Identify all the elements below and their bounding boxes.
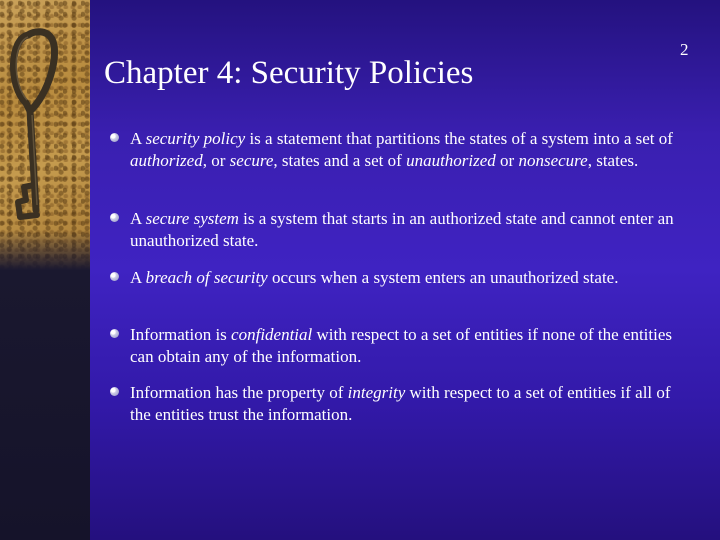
key-icon: [0, 25, 90, 240]
emphasized-term: unauthorized: [406, 151, 496, 170]
text-run: , or: [202, 151, 230, 170]
text-run: A: [130, 268, 146, 287]
emphasized-term: breach of security: [145, 268, 268, 287]
text-run: A: [130, 129, 146, 148]
text-run: , states and a set of: [273, 151, 407, 170]
text-run: A: [130, 209, 146, 228]
text-run: Information has the property of: [130, 383, 348, 402]
emphasized-term: secure system: [145, 209, 239, 228]
text-run: or: [495, 151, 519, 170]
bullet-icon: [110, 329, 119, 338]
text-run: , states.: [587, 151, 639, 170]
text-run: occurs when a system enters an unauthorized state.: [267, 268, 619, 287]
bullet-icon: [110, 133, 119, 142]
text-run: is a statement that partitions the states of a system into a set of: [245, 129, 673, 148]
bullet-text: [130, 267, 690, 289]
text-run: Information is: [130, 325, 232, 344]
emphasized-term: secure: [229, 151, 274, 170]
text-run: with respect to a set of entities if none of the entities can obtain any of the information.: [130, 325, 672, 366]
bullet-icon: [110, 272, 119, 281]
bullet-text: [130, 128, 690, 172]
bullet-icon: [110, 213, 119, 222]
text-run: with respect to a set of entities if all of the entities trust the information.: [130, 383, 671, 424]
emphasized-term: security policy: [145, 129, 246, 148]
bullet-text: [130, 382, 690, 426]
bullet-text: [130, 208, 690, 252]
emphasized-term: integrity: [347, 383, 406, 402]
page-number: 2: [680, 40, 689, 59]
bullet-icon: [110, 387, 119, 396]
emphasized-term: authorized: [130, 151, 203, 170]
text-run: is a system that starts in an authorized state and cannot enter an unauthorized state.: [130, 209, 674, 250]
emphasized-term: nonsecure: [518, 151, 588, 170]
slide-title: Chapter 4: Security Policies: [104, 55, 474, 91]
bullet-text: [130, 324, 690, 368]
emphasized-term: confidential: [231, 325, 313, 344]
left-decorative-strip: [0, 0, 90, 540]
